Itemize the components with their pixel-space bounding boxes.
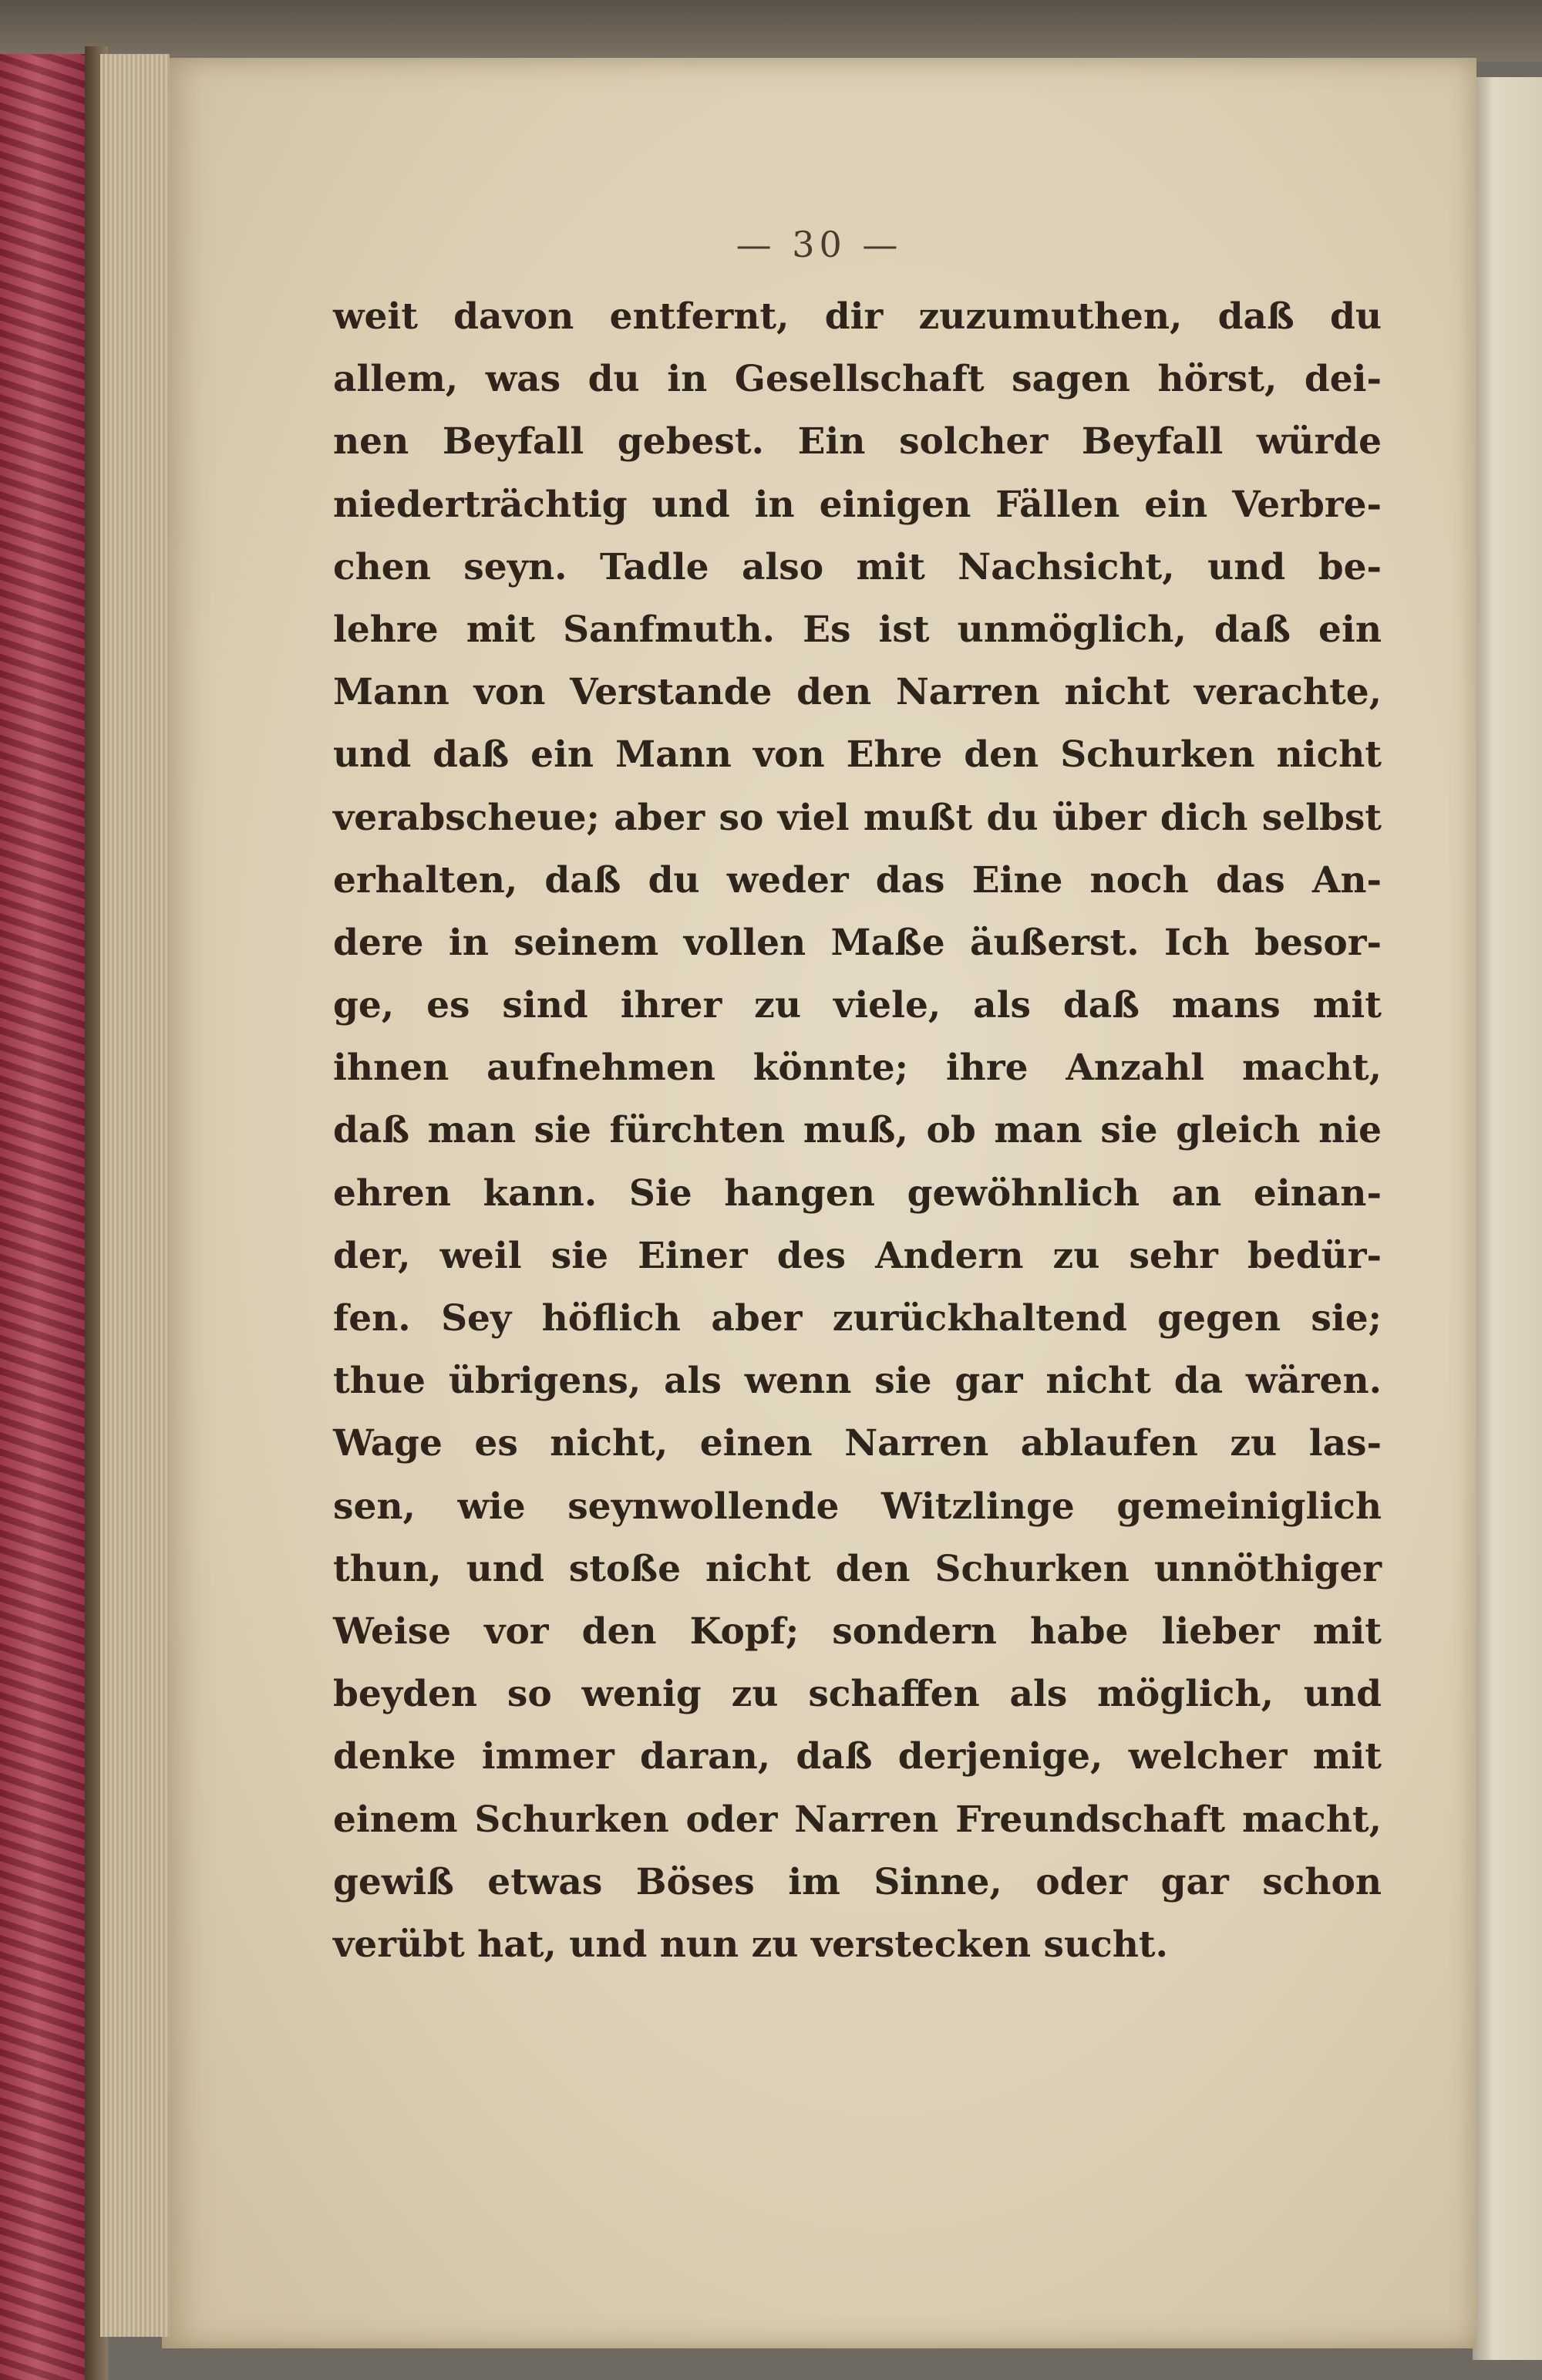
text-line: ihnen aufnehmen könnte; ihre Anzahl macht, <box>333 1047 1382 1090</box>
text-line: gewiß etwas Böses im Sinne, oder gar schon <box>333 1860 1382 1903</box>
text-line: verübt hat, und nun zu verstecken sucht. <box>333 1923 1168 1966</box>
text-line: nen Beyfall gebest. Ein solcher Beyfall würde <box>333 420 1382 464</box>
text-line: fen. Sey höflich aber zurückhaltend gegen sie; <box>333 1297 1382 1340</box>
page-stack-edge <box>100 54 170 2337</box>
page-number: — 30 — <box>736 224 903 265</box>
text-line: chen seyn. Tadle also mit Nachsicht, und be- <box>333 545 1382 588</box>
text-line: ge, es sind ihrer zu viele, als daß mans mit <box>333 984 1382 1027</box>
body-text <box>333 285 1382 1976</box>
text-line: denke immer daran, daß derjenige, welcher mit <box>333 1735 1382 1778</box>
text-line: und daß ein Mann von Ehre den Schurken nicht <box>333 733 1382 777</box>
text-line: erhalten, daß du weder das Eine noch das An- <box>333 858 1382 902</box>
text-line: niederträchtig und in einigen Fällen ein Verbre- <box>333 483 1382 526</box>
text-line: Wage es nicht, einen Narren ablaufen zu las- <box>333 1422 1382 1465</box>
text-line: thun, und stoße nicht den Schurken unnöthiger <box>333 1547 1382 1590</box>
text-line: weit davon entfernt, dir zuzumuthen, daß du <box>333 295 1382 338</box>
book-cover-marbled <box>0 54 93 2380</box>
text-line: daß man sie fürchten muß, ob man sie gleich nie <box>333 1109 1382 1152</box>
text-line: Weise vor den Kopf; sondern habe lieber mit <box>333 1610 1382 1653</box>
text-line: lehre mit Sanfmuth. Es ist unmöglich, daß ein <box>333 608 1382 651</box>
text-line: verabscheue; aber so viel mußt du über dich selbst <box>333 796 1382 839</box>
text-line: beyden so wenig zu schaffen als möglich, und <box>333 1673 1382 1716</box>
text-line: Mann von Verstande den Narren nicht verachte, <box>333 671 1382 714</box>
text-line: der, weil sie Einer des Andern zu sehr bedür- <box>333 1234 1382 1277</box>
text-line: allem, was du in Gesellschaft sagen hörst, dei- <box>333 358 1382 401</box>
text-line: thue übrigens, als wenn sie gar nicht da wären. <box>333 1360 1382 1403</box>
text-line: ehren kann. Sie hangen gewöhnlich an einan- <box>333 1171 1382 1215</box>
text-line: sen, wie seynwollende Witzlinge gemeiniglich <box>333 1485 1382 1528</box>
text-line: einem Schurken oder Narren Freundschaft macht, <box>333 1798 1382 1841</box>
text-line: dere in seinem vollen Maße äußerst. Ich besor- <box>333 921 1382 964</box>
facing-page-edge <box>1473 77 1542 2360</box>
background-shadow <box>0 0 1542 62</box>
